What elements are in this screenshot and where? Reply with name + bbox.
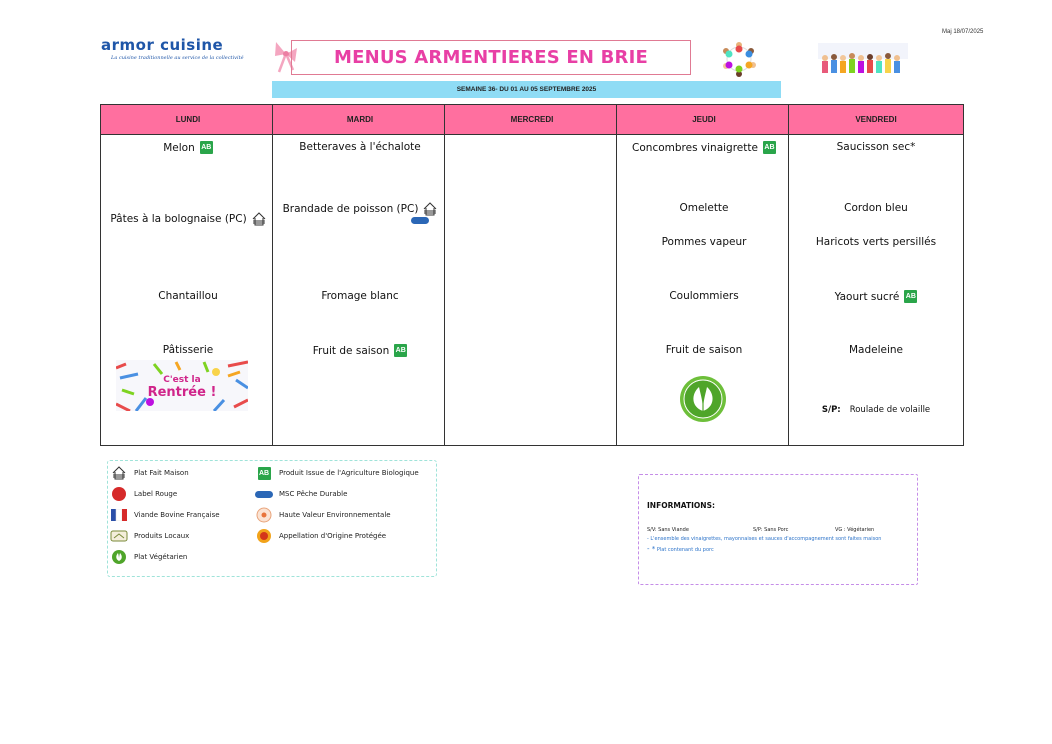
menu-item — [789, 290, 963, 303]
viande-bovine-francaise-icon — [111, 509, 127, 521]
plat-vegetarien-icon — [111, 549, 127, 565]
legend-label: Produit Issue de l'Agriculture Biologique — [279, 469, 419, 477]
msc-badge-row — [273, 217, 447, 224]
bio-ab-icon: AB — [394, 344, 407, 357]
info-sp: S/P: Sans Porc — [753, 527, 789, 533]
info-pork-note — [647, 545, 714, 553]
menu-item-text: Omelette — [679, 202, 729, 214]
armor-cuisine-logo — [101, 36, 261, 61]
menu-item-text: Melon — [163, 141, 195, 154]
legend-item — [110, 486, 177, 502]
bio-ab-icon: AB — [904, 290, 917, 303]
menu-item-text: Pâtes à la bolognaise (PC) — [110, 213, 247, 225]
legend-label: Produits Locaux — [134, 532, 190, 540]
menu-item-text: Pommes vapeur — [661, 236, 747, 248]
menu-item — [617, 202, 791, 214]
menu-item — [617, 236, 791, 248]
bio-ab-icon: AB — [200, 141, 213, 154]
legend-item — [110, 465, 189, 481]
bio-ab-icon: AB — [763, 141, 776, 154]
day-header-mardi: MARDI — [273, 105, 447, 135]
menu-item-text: Betteraves à l'échalote — [299, 141, 421, 153]
homemade-house-icon — [252, 212, 266, 226]
menu-item-text: Madeleine — [848, 344, 904, 356]
update-date: Maj 18/07/2025 — [942, 29, 984, 35]
page-title: MENUS ARMENTIERES EN BRIE — [333, 47, 649, 68]
legend-label: MSC Pêche Durable — [279, 490, 348, 498]
informations-title: INFORMATIONS: — [647, 501, 715, 510]
sans-porc-alternative — [789, 405, 963, 415]
vegetarian-leaf-icon — [675, 374, 731, 424]
menu-item-text: Brandade de poisson (PC) — [282, 203, 419, 215]
menu-item-text: Cordon bleu — [844, 202, 908, 214]
menu-item-text: Concombres vinaigrette — [632, 141, 758, 154]
menu-item — [101, 344, 275, 356]
rentree-line-2: Rentrée ! — [147, 385, 217, 400]
msc-fish-icon — [411, 217, 429, 224]
day-column-vendredi — [788, 104, 964, 446]
day-column-mardi — [272, 104, 448, 446]
legend-label: Plat Végétarien — [134, 553, 188, 561]
day-column-mercredi — [444, 104, 620, 446]
info-pork-text: Plat contenant du porc — [656, 547, 714, 553]
menu-item-text: Fromage blanc — [321, 290, 399, 302]
day-header-lundi: LUNDI — [101, 105, 275, 135]
day-header-jeudi: JEUDI — [617, 105, 791, 135]
menu-item — [101, 290, 275, 302]
legend-item — [255, 465, 419, 481]
msc-fish-icon — [255, 491, 273, 498]
menu-item-text: Fruit de saison — [312, 344, 390, 357]
menu-item — [273, 344, 447, 357]
sp-label: S/P: — [821, 405, 841, 415]
menu-item — [617, 141, 791, 154]
legend-label: Haute Valeur Environnementale — [279, 511, 391, 519]
menu-item — [789, 236, 963, 248]
legend-label: Viande Bovine Française — [134, 511, 220, 519]
menu-item — [617, 290, 791, 302]
menu-item-text: Chantaillou — [158, 290, 218, 302]
logo-tagline: La cuisine traditionnelle au service de la collectivité — [111, 55, 244, 61]
rentree-line-1: C'est la — [163, 375, 201, 385]
label-rouge-icon — [112, 487, 126, 501]
produits-locaux-icon — [110, 529, 128, 543]
legend-item — [255, 507, 391, 523]
logo-name: armor cuisine — [101, 36, 224, 54]
children-circle-icon — [718, 39, 760, 79]
legend-label: Plat Fait Maison — [134, 469, 189, 477]
menu-item — [101, 212, 275, 226]
info-homemade-sauces: - L'ensemble des vinaigrettes, mayonnaises et sauces d'accompagnement sont faites maison — [647, 536, 882, 542]
aop-seal-icon — [256, 528, 272, 544]
legend-item — [255, 528, 386, 544]
homemade-house-icon — [112, 466, 126, 480]
menu-item-text: Saucisson sec* — [836, 141, 916, 153]
legend-item — [110, 549, 187, 565]
legend-label: Label Rouge — [134, 490, 178, 498]
legend-box — [107, 460, 437, 577]
legend-label: Appellation d'Origine Protégée — [279, 532, 387, 540]
rentree-image — [116, 360, 248, 411]
menu-item-text: Fruit de saison — [665, 344, 743, 356]
children-group-icon — [816, 41, 910, 79]
menu-item — [789, 141, 963, 153]
day-header-vendredi: VENDREDI — [789, 105, 963, 135]
menu-item — [617, 344, 791, 356]
legend-item — [110, 507, 220, 523]
menu-title-box — [291, 40, 691, 75]
info-vg: VG : Végétarien — [835, 527, 875, 533]
legend-item — [255, 486, 347, 502]
info-sv: S/V: Sans Viande — [647, 527, 689, 533]
menu-item-text: Pâtisserie — [162, 344, 214, 356]
hve-flower-icon — [256, 507, 272, 523]
menu-item-text: Coulommiers — [669, 290, 739, 302]
informations-box — [638, 474, 918, 585]
info-star: - * — [647, 545, 656, 553]
menu-item — [101, 141, 275, 154]
menu-item — [273, 290, 447, 302]
menu-item — [273, 141, 447, 153]
sp-value: Roulade de volaille — [849, 405, 931, 415]
week-banner: SEMAINE 36- DU 01 AU 05 SEPTEMBRE 2025 — [272, 81, 781, 98]
menu-item — [273, 202, 447, 216]
menu-item-text: Haricots verts persillés — [815, 236, 937, 248]
legend-item — [110, 528, 189, 544]
menu-item — [789, 344, 963, 356]
day-header-mercredi: MERCREDI — [445, 105, 619, 135]
menu-item-text: Yaourt sucré — [834, 290, 900, 303]
menu-item — [789, 202, 963, 214]
bio-ab-icon: AB — [258, 467, 271, 480]
homemade-house-icon — [423, 202, 437, 216]
